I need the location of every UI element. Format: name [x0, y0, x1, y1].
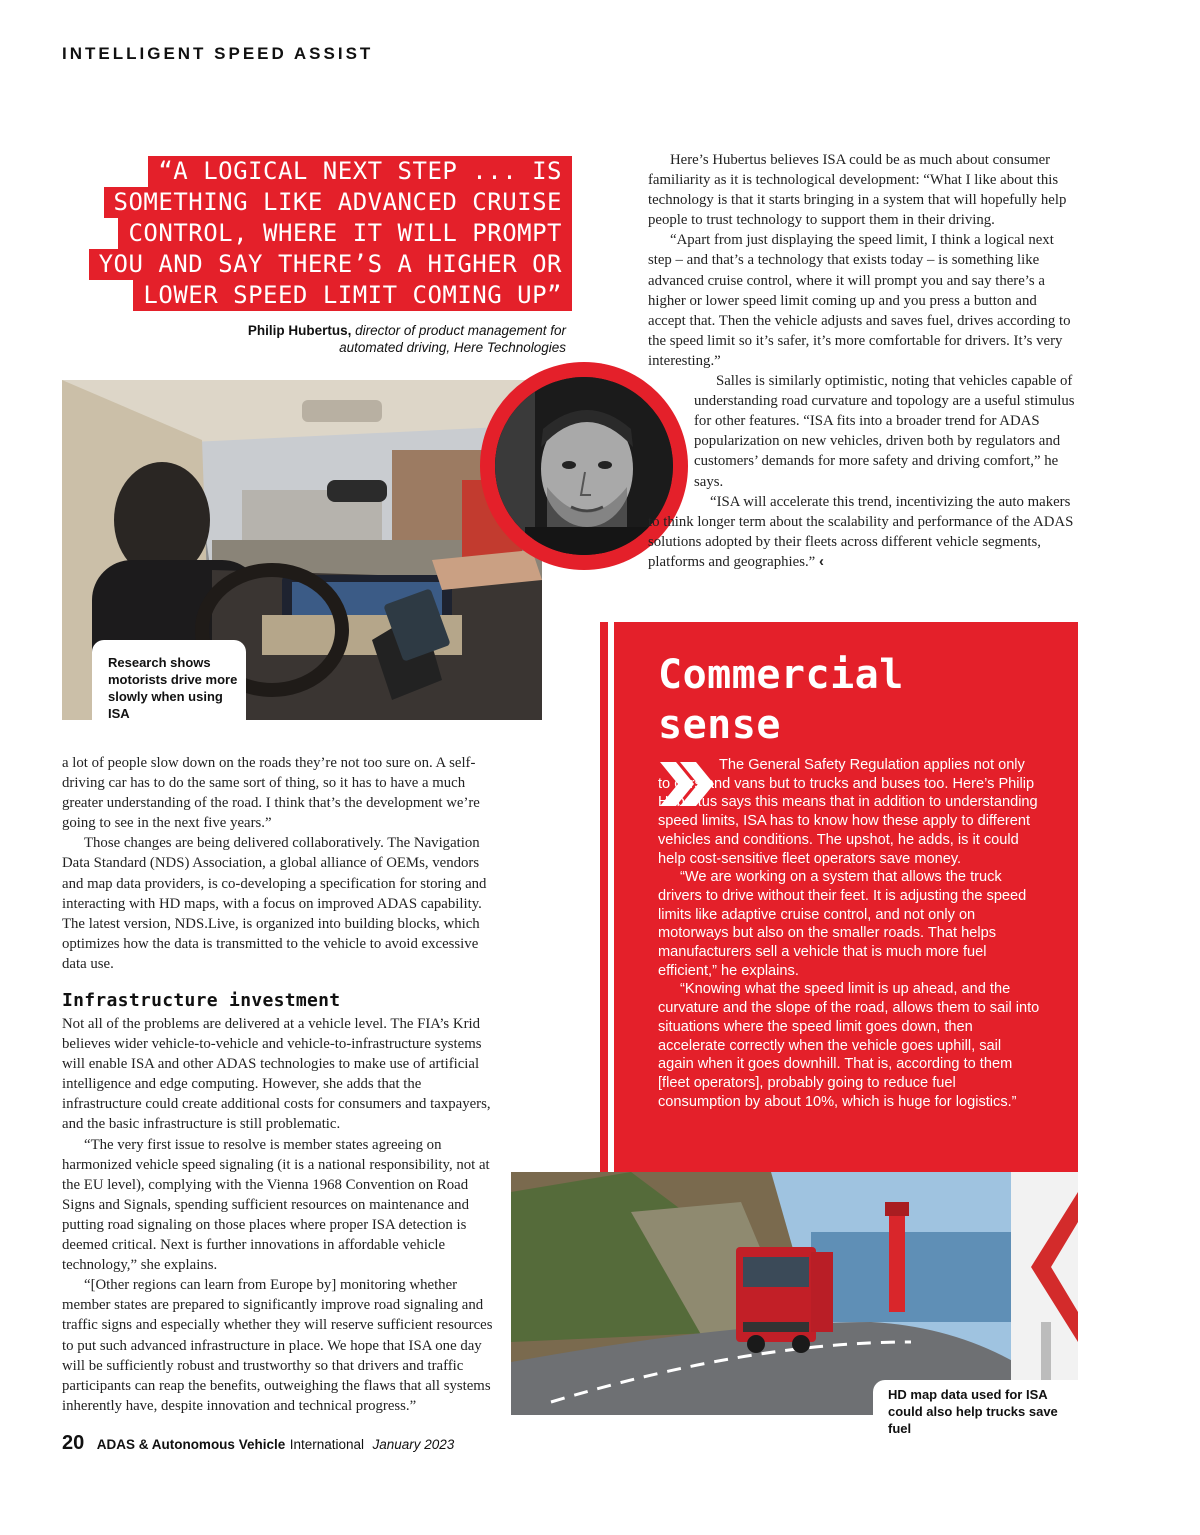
body-paragraph: Not all of the problems are delivered at a vehicle level. The FIA’s Krid believes wider vehicle-to-vehicle and vehicle-to-infrastructure systems will enable ISA and other ADAS technologies to make use of artificial intelligence and edge computing. However, she adds that the infrastructure could create additional costs for consumers and taxpayers, and the basic infrastructure is still problematic.	[62, 1016, 491, 1133]
magazine-name: ADAS & Autonomous Vehicle	[96, 1437, 286, 1452]
article-column-left	[62, 753, 494, 974]
pull-quote-line: CONTROL, WHERE IT WILL PROMPT	[118, 218, 572, 249]
portrait-illustration	[495, 377, 673, 555]
issue-date: January 2023	[372, 1437, 455, 1452]
sidebar-paragraph: “We are working on a system that allows the truck drivers to drive without their feet. It is adjusting the speed limits like adaptive cruise control, and not only on motorways but also on the smaller roads. That helps manufacturers sell a vehicle that is much more fuel efficient,” he explains.	[658, 869, 1027, 979]
truck-illustration	[511, 1172, 1078, 1415]
body-paragraph: Here’s Hubertus believes ISA could be as much about consumer familiarity as it is technological development: “What I like about this technology is that it starts bringing in a system that will hopefully help people to trust technology to support them in their driving.	[648, 152, 1067, 229]
section-subhead: Infrastructure investment	[62, 990, 341, 1011]
pull-quote-credit	[200, 322, 566, 356]
photo-caption: HD map data used for ISA could also help trucks save fuel	[873, 1380, 1078, 1444]
page-number: 20	[62, 1432, 85, 1454]
sidebar-paragraph: The General Safety Regulation applies not only to cars and vans but to trucks and buses too. Here’s Philip Hubertus says this means that in addition to understanding speed limits, ISA has to know how these apply to different vehicles and conditions. The upshot, he adds, is it could help cost-sensitive fleet operators save money.	[658, 757, 1038, 867]
sidebar-title-line: sense	[658, 702, 781, 748]
article-column-right	[648, 150, 1078, 572]
portrait-photo	[495, 377, 673, 555]
end-mark-icon: ‹	[818, 553, 824, 570]
body-paragraph: Those changes are being delivered collaboratively. The Navigation Data Standard (NDS) Association, a global alliance of OEMs, vendors and map data providers, is co-developing a specification for storing and interacting with HD maps, with a focus on improved ADAS capability. The latest version, NDS.Live, is organized into building blocks, which optimizes how the data is transmitted to the vehicle to avoid excessive data use.	[62, 835, 487, 972]
truck-photo	[511, 1172, 1078, 1415]
sidebar-title	[658, 650, 904, 750]
sidebar-divider	[608, 622, 614, 1172]
pull-quote-line: YOU AND SAY THERE’S A HIGHER OR	[89, 249, 572, 280]
sidebar-body	[658, 756, 1040, 1111]
body-paragraph: “Apart from just displaying the speed limit, I think a logical next step – and that’s a technology that exists today – is something like advanced cruise control, where it will prompt you and say there’s a higher or lower speed limit coming up and you press a button and accept that. Then the vehicle adjusts and saves fuel, drives according to the speed limit so it’s safer, it’s more comfortable for drivers. It’s very interesting.”	[648, 232, 1071, 369]
pull-quote-line: SOMETHING LIKE ADVANCED CRUISE	[104, 187, 572, 218]
body-paragraph: “The very first issue to resolve is member states agreeing on harmonized vehicle speed signaling (it is a national responsibility, not at the EU level), complying with the Vienna 1968 Convention on Road Signs and Signals, spending sufficient resources on maintenance and putting road signaling on those places where proper ISA detection is deemed critical. Next is further innovations in affordable vehicle technology,” she explains.	[62, 1136, 490, 1274]
magazine-name-suffix: International	[289, 1437, 364, 1452]
photo-caption: Research shows motorists drive more slowly when using ISA	[92, 640, 246, 720]
credit-name: Philip Hubertus,	[247, 323, 352, 338]
body-paragraph: “[Other regions can learn from Europe by] monitoring whether member states are prepared to significantly improve road signaling and traffic signs and especially whether they will reserve sufficient resources to put such advanced infrastructure in place. We hope that ISA one day will be sufficiently robust and trustworthy so that drivers and traffic participants can reap the benefits, outweighing the flaws that all systems inherently have, despite innovation and technical progress.”	[62, 1277, 493, 1414]
body-paragraph: Salles is similarly optimistic, noting that vehicles capable of understanding road curvature and topology are a useful stimulus for other features. “ISA fits into a broader trend for ADAS popularization on new vehicles, driven both by regulators and customers’ demands for more safety and driving comfort,” he says.	[694, 373, 1075, 490]
article-column-left-2	[62, 1014, 494, 1416]
body-paragraph: a lot of people slow down on the roads they’re not too sure on. A self-driving car has to do the same sort of thing, so it has to have a much greater understanding of the road. I think that’s the development we’re going to see in the next five years.”	[62, 755, 480, 832]
pull-quote	[82, 156, 572, 311]
pull-quote-line: LOWER SPEED LIMIT COMING UP”	[133, 280, 572, 311]
section-header: INTELLIGENT SPEED ASSIST	[62, 44, 374, 63]
credit-role: automated driving, Here Technologies	[339, 340, 566, 355]
body-paragraph-text: “ISA will accelerate this trend, incentivizing the auto makers to think longer term about the scalability and performance of the ADAS solutions adopted by their fleets across different vehicle segments, platforms and geographies.”	[648, 493, 1074, 570]
body-paragraph-last	[648, 492, 1078, 572]
credit-role: director of product management for	[355, 323, 566, 338]
sidebar-paragraph: “Knowing what the speed limit is up ahead, and the curvature and the slope of the road, allows them to sail into situations where the speed limit goes down, then accelerate correctly when the vehicle goes uphill, sail again when it goes downhill. That is, according to them [fleet operators], probably going to reduce fuel consumption by about 10%, which is huge for logistics.”	[658, 981, 1040, 1110]
pull-quote-line: “A LOGICAL NEXT STEP ... IS	[148, 156, 572, 187]
sidebar-title-line: Commercial	[658, 652, 904, 698]
page-footer	[62, 1432, 454, 1455]
